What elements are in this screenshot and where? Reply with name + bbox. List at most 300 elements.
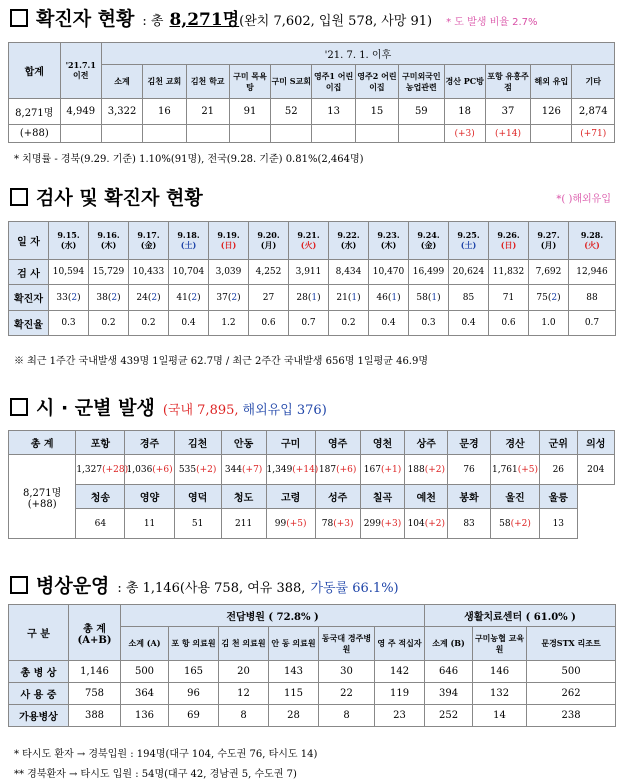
value: 88	[586, 292, 598, 303]
region-count: 1,349	[266, 464, 293, 475]
region-delta: (+3)	[333, 518, 354, 529]
value: 15,729	[92, 267, 125, 277]
date-weekday: (日)	[500, 240, 517, 250]
bed-value: 165	[169, 661, 219, 683]
ratio-note: * 도 발생 비율 2.7%	[446, 17, 538, 28]
bed-col-header: 소계 (A)	[121, 627, 169, 661]
value: 3,911	[295, 267, 322, 277]
value-cell: 21(1)	[329, 285, 369, 311]
region-count: 187	[318, 464, 337, 475]
value-cell	[449, 311, 489, 336]
region-table	[8, 430, 615, 539]
value-cell	[249, 311, 289, 336]
value: 20,624	[452, 267, 485, 277]
region-delta: (+2)	[196, 464, 217, 475]
bed-value: 20	[219, 661, 269, 683]
date-day: 9.28.	[580, 230, 604, 240]
region-value	[266, 455, 319, 485]
empty-cell	[577, 485, 615, 509]
value-cell	[289, 260, 329, 285]
bed-row-label: 사 용 중	[9, 683, 69, 705]
region-value	[315, 455, 360, 485]
value: 0.3	[421, 318, 436, 328]
bed-value: 69	[169, 705, 219, 727]
value-cell	[89, 260, 129, 285]
date-day: 9.27.	[537, 230, 560, 240]
region-count: 344	[224, 464, 243, 475]
total-delta: (+88)	[27, 498, 57, 510]
value-cell: 38(2)	[89, 285, 129, 311]
value: 7,692	[535, 267, 562, 277]
bed-value: 500	[121, 661, 169, 683]
bed-value: 22	[319, 683, 375, 705]
delta-cell	[399, 125, 444, 143]
region-value	[315, 509, 360, 539]
region-name: 경주	[125, 431, 174, 455]
value: 41	[176, 292, 188, 303]
region-name: 영주	[315, 431, 360, 455]
header-before: '21.7.1 이전	[60, 43, 101, 99]
region-value	[577, 455, 615, 485]
bed-table	[8, 604, 616, 727]
header-total-ab: 총 계 (A+B)	[69, 605, 121, 661]
bed-value: 146	[473, 661, 527, 683]
bed-value: 136	[121, 705, 169, 727]
date-day: 9.20.	[257, 230, 280, 240]
date-cell	[249, 222, 289, 260]
region-name: 울진	[490, 485, 539, 509]
delta-cell	[60, 125, 101, 143]
date-cell	[329, 222, 369, 260]
value-cell	[369, 260, 409, 285]
header-cell: 영주2 어린이집	[355, 65, 398, 99]
region-value	[125, 509, 174, 539]
date-weekday: (金)	[140, 240, 157, 250]
region-delta: (+6)	[152, 464, 173, 475]
value-cell	[249, 285, 289, 311]
date-day: 9.16.	[97, 230, 120, 240]
date-weekday: (月)	[540, 240, 557, 250]
delta-cell	[143, 125, 186, 143]
region-count: 78	[321, 518, 334, 529]
region-count: 51	[191, 518, 204, 529]
transfer-note-2: ** 경북환자 → 타시도 입원 : 54명(대구 42, 경남권 5, 수도권 7)	[14, 769, 297, 780]
region-delta: (+2)	[510, 518, 531, 529]
region-name: 영천	[360, 431, 405, 455]
header-cell: 구미 S교회	[271, 65, 312, 99]
value-cell	[529, 311, 569, 336]
value-cell	[249, 260, 289, 285]
header-gubun: 구 분	[9, 605, 69, 661]
bed-value: 388	[69, 705, 121, 727]
domestic-count: (국내 7,895,	[162, 403, 239, 418]
header-cell: 포항 유흥주점	[485, 65, 530, 99]
region-count: 104	[407, 518, 425, 529]
region-name: 김천	[174, 431, 221, 455]
region-value	[76, 455, 129, 485]
date-cell	[489, 222, 529, 260]
bed-value: 364	[121, 683, 169, 705]
header-cell: 김천 학교	[186, 65, 229, 99]
header-cell: 소계	[101, 65, 142, 99]
bed-col-header: 김 천 의료원	[219, 627, 269, 661]
overseas-value: 1	[391, 292, 398, 303]
value-cell	[209, 260, 249, 285]
bed-value: 119	[375, 683, 425, 705]
date-day: 9.15.	[57, 230, 80, 240]
region-count: 188	[407, 464, 425, 475]
value-cell	[129, 311, 169, 336]
value-cell: 58(1)	[409, 285, 449, 311]
value: 21	[336, 292, 348, 303]
count-cell: 126	[531, 99, 572, 125]
bed-value: 1,146	[69, 661, 121, 683]
region-name: 구미	[266, 431, 315, 455]
value: 0.7	[301, 318, 316, 328]
header-dedicated: 전담병원 ( 72.8% )	[121, 605, 425, 627]
header-period: '21. 7. 1. 이후	[101, 43, 614, 65]
region-name: 문경	[448, 431, 491, 455]
region-name: 안동	[221, 431, 266, 455]
date-cell	[449, 222, 489, 260]
value: 0.2	[101, 318, 116, 328]
date-day: 9.17.	[137, 230, 160, 240]
overseas-value: 1	[351, 292, 358, 303]
region-value	[174, 509, 221, 539]
region-value	[540, 509, 577, 539]
delta-cell: (+14)	[485, 125, 530, 143]
delta-cell: (+71)	[572, 125, 615, 143]
overseas-value: 2	[111, 292, 118, 303]
region-count: 99	[274, 518, 287, 529]
date-weekday: (金)	[420, 240, 437, 250]
value: 24	[136, 292, 148, 303]
transfer-note-1: * 타시도 환자 → 경북입원 : 194명(대구 104, 수도권 76, 타시도 14)	[14, 749, 318, 760]
delta-cell	[355, 125, 398, 143]
date-cell	[89, 222, 129, 260]
region-name: 예천	[405, 485, 448, 509]
date-weekday: (土)	[180, 240, 197, 250]
confirmed-table	[8, 42, 615, 143]
overseas-value: 2	[551, 292, 558, 303]
region-delta: (+2)	[424, 464, 446, 475]
bed-col-header: 영 주 적십자	[375, 627, 425, 661]
region-count: 535	[178, 464, 197, 475]
value: 8,434	[335, 267, 362, 277]
empty-cell	[577, 509, 615, 539]
value: 38	[96, 292, 108, 303]
region-delta: (+28)	[102, 464, 129, 475]
header-cell: 경산 PC방	[444, 65, 485, 99]
region-name: 군위	[540, 431, 577, 455]
value: 1.2	[221, 318, 236, 328]
date-weekday: (土)	[460, 240, 477, 250]
date-day: 9.19.	[217, 230, 240, 240]
value: 58	[416, 292, 428, 303]
region-delta: (+5)	[517, 464, 539, 475]
region-name: 영양	[125, 485, 174, 509]
region-count: 204	[587, 464, 605, 475]
total-value: 8,271명	[23, 487, 62, 499]
count-cell: 4,949	[60, 99, 101, 125]
value-cell: 28(1)	[289, 285, 329, 311]
region-name: 성주	[315, 485, 360, 509]
bed-value: 96	[169, 683, 219, 705]
region-count: 299	[363, 518, 381, 529]
value-cell	[329, 311, 369, 336]
date-day: 9.22.	[337, 230, 360, 240]
value: 0.7	[584, 318, 600, 328]
region-name: 청송	[76, 485, 125, 509]
overseas-value: 2	[231, 292, 238, 303]
bed-col-header: 포 항 의료원	[169, 627, 219, 661]
value: 27	[262, 292, 275, 303]
value: 85	[462, 292, 475, 303]
date-cell	[169, 222, 209, 260]
date-label: 일 자	[9, 222, 49, 260]
date-cell	[289, 222, 329, 260]
region-count: 64	[94, 518, 107, 529]
value: 10,433	[132, 267, 165, 277]
region-count: 1,327	[76, 464, 103, 475]
region-value	[360, 509, 405, 539]
date-cell	[529, 222, 569, 260]
region-value	[405, 509, 448, 539]
section1-title	[10, 4, 538, 31]
bed-value: 758	[69, 683, 121, 705]
row-label: 확진자	[9, 285, 49, 311]
date-weekday: (日)	[220, 240, 237, 250]
value: 0.3	[61, 318, 76, 328]
value-cell	[489, 260, 529, 285]
region-name: 울릉	[540, 485, 577, 509]
region-delta: (+1)	[380, 464, 402, 475]
value-cell	[449, 285, 489, 311]
summary-prefix: : 총	[142, 14, 164, 29]
count-cell: 13	[312, 99, 355, 125]
delta-cell: (+3)	[444, 125, 485, 143]
value-cell	[49, 260, 89, 285]
region-value	[221, 455, 266, 485]
region-value	[76, 509, 125, 539]
total-value-cell	[9, 455, 76, 539]
overseas-value: 1	[431, 292, 438, 303]
date-day: 9.26.	[497, 230, 520, 240]
region-count: 167	[363, 464, 381, 475]
value: 0.2	[341, 318, 356, 328]
date-day: 9.24.	[417, 230, 440, 240]
date-weekday: (月)	[260, 240, 277, 250]
header-cell: 기타	[572, 65, 615, 99]
count-cell: 91	[229, 99, 270, 125]
header-cell: 구미 목욕탕	[229, 65, 270, 99]
date-cell	[409, 222, 449, 260]
weekly-note: ※ 최근 1주간 국내발생 439명 1일평균 62.7명 / 최근 2주간 국내발생 656명 1일평균 46.9명	[14, 356, 429, 367]
bed-value: 238	[527, 705, 616, 727]
header-cell: 해외 유입	[531, 65, 572, 99]
region-count: 83	[463, 518, 475, 529]
section3-title	[10, 393, 327, 420]
section4-title	[10, 571, 399, 598]
summary-detail: (완치 7,602, 입원 578, 사망 91)	[239, 14, 433, 29]
value: 37	[216, 292, 228, 303]
region-value	[448, 509, 491, 539]
value: 28	[296, 292, 308, 303]
bed-value: 8	[319, 705, 375, 727]
date-day: 9.23.	[377, 230, 400, 240]
region-name: 청도	[221, 485, 266, 509]
count-cell: 3,322	[101, 99, 142, 125]
count-cell: 15	[355, 99, 398, 125]
value-cell	[409, 260, 449, 285]
delta-cell	[271, 125, 312, 143]
overseas-value: 2	[71, 292, 78, 303]
bed-col-header: 문경STX 리조트	[527, 627, 616, 661]
bed-col-header: 동국대 경주병원	[319, 627, 375, 661]
region-delta: (+6)	[336, 464, 357, 475]
region-delta: (+14)	[292, 464, 319, 475]
overseas-value: 2	[191, 292, 198, 303]
count-cell: 2,874	[572, 99, 615, 125]
region-name: 봉화	[448, 485, 491, 509]
region-value	[221, 509, 266, 539]
date-weekday: (水)	[60, 240, 77, 250]
value-cell	[409, 311, 449, 336]
region-name: 영덕	[174, 485, 221, 509]
value: 0.6	[261, 318, 276, 328]
region-value	[360, 455, 405, 485]
value-cell: 37(2)	[209, 285, 249, 311]
value-cell	[449, 260, 489, 285]
bed-col-header: 안 동 의료원	[269, 627, 319, 661]
bed-value: 252	[425, 705, 473, 727]
value: 10,594	[52, 267, 85, 277]
checkbox-square-icon	[10, 576, 28, 594]
bed-value: 115	[269, 683, 319, 705]
region-delta: (+3)	[380, 518, 402, 529]
bed-value: 142	[375, 661, 425, 683]
region-delta: (+5)	[286, 518, 307, 529]
delta-cell	[101, 125, 142, 143]
bed-value: 30	[319, 661, 375, 683]
value: 3,039	[215, 267, 242, 277]
count-cell: 16	[143, 99, 186, 125]
value: 10,704	[172, 267, 205, 277]
bed-value: 646	[425, 661, 473, 683]
delta-cell: (+88)	[9, 125, 61, 143]
date-cell	[209, 222, 249, 260]
overseas-value: 2	[151, 292, 158, 303]
bed-summary: : 총 1,146(사용 758, 여유 388,	[117, 581, 306, 596]
value-cell	[289, 311, 329, 336]
header-cell: 영주1 어린이집	[312, 65, 355, 99]
overseas-value: 1	[311, 292, 318, 303]
bed-value: 12	[219, 683, 269, 705]
region-count: 26	[552, 464, 565, 475]
count-cell: 18	[444, 99, 485, 125]
date-weekday: (木)	[100, 240, 117, 250]
region-name: 경산	[490, 431, 539, 455]
bed-col-header: 소계 (B)	[425, 627, 473, 661]
fatality-note: * 치명률 - 경북(9.29. 기준) 1.10%(91명), 전국(9.28. 기준) 0.81%(2,464명)	[14, 154, 364, 165]
section2-heading: 검사 및 확진자 현황	[36, 187, 203, 209]
checkbox-square-icon	[10, 188, 28, 206]
value-cell	[569, 285, 616, 311]
value-cell	[369, 311, 409, 336]
date-cell	[569, 222, 616, 260]
date-weekday: (火)	[300, 240, 317, 250]
header-total: 합계	[9, 43, 61, 99]
region-delta: (+7)	[242, 464, 263, 475]
value: 0.2	[141, 318, 156, 328]
region-name: 고령	[266, 485, 315, 509]
value-cell	[169, 260, 209, 285]
bed-value: 23	[375, 705, 425, 727]
overseas-count: 해외유입 376)	[242, 403, 327, 418]
section2-title	[10, 183, 211, 210]
date-cell	[369, 222, 409, 260]
region-count: 211	[235, 518, 253, 529]
region-count: 58	[499, 518, 511, 529]
value-cell	[529, 260, 569, 285]
bed-row-label: 총 병 상	[9, 661, 69, 683]
delta-cell	[312, 125, 355, 143]
region-name: 칠곡	[360, 485, 405, 509]
total-label: 총 계	[9, 431, 76, 455]
overseas-note: *( )해외유입	[556, 194, 611, 205]
header-cell: 김천 교회	[143, 65, 186, 99]
delta-cell	[531, 125, 572, 143]
value: 0.6	[501, 318, 516, 328]
section1-heading: 확진자 현황	[36, 8, 135, 30]
value-cell	[329, 260, 369, 285]
checkbox-square-icon	[10, 398, 28, 416]
value-cell: 41(2)	[169, 285, 209, 311]
region-value	[405, 455, 448, 485]
row-label: 검 사	[9, 260, 49, 285]
value: 0.4	[381, 318, 396, 328]
total-count: 8,271명	[169, 10, 240, 30]
date-day: 9.21.	[297, 230, 320, 240]
region-value	[490, 509, 539, 539]
date-weekday: (水)	[340, 240, 357, 250]
region-delta: (+2)	[424, 518, 446, 529]
delta-cell	[229, 125, 270, 143]
value: 71	[502, 292, 515, 303]
bed-value: 28	[269, 705, 319, 727]
value-cell	[569, 260, 616, 285]
value: 0.4	[181, 318, 196, 328]
date-weekday: (火)	[584, 240, 600, 250]
value: 33	[56, 292, 68, 303]
bed-value: 132	[473, 683, 527, 705]
region-value	[266, 509, 315, 539]
value-cell	[89, 311, 129, 336]
value: 0.4	[461, 318, 476, 328]
bed-value: 14	[473, 705, 527, 727]
region-count: 76	[463, 464, 475, 475]
bed-value: 500	[527, 661, 616, 683]
bed-value: 262	[527, 683, 616, 705]
value: 4,252	[255, 267, 282, 277]
region-value	[174, 455, 221, 485]
region-name: 포항	[76, 431, 125, 455]
count-cell: 59	[399, 99, 444, 125]
region-value	[540, 455, 577, 485]
value: 16,499	[412, 267, 445, 277]
delta-cell	[186, 125, 229, 143]
bed-row-label: 가용병상	[9, 705, 69, 727]
